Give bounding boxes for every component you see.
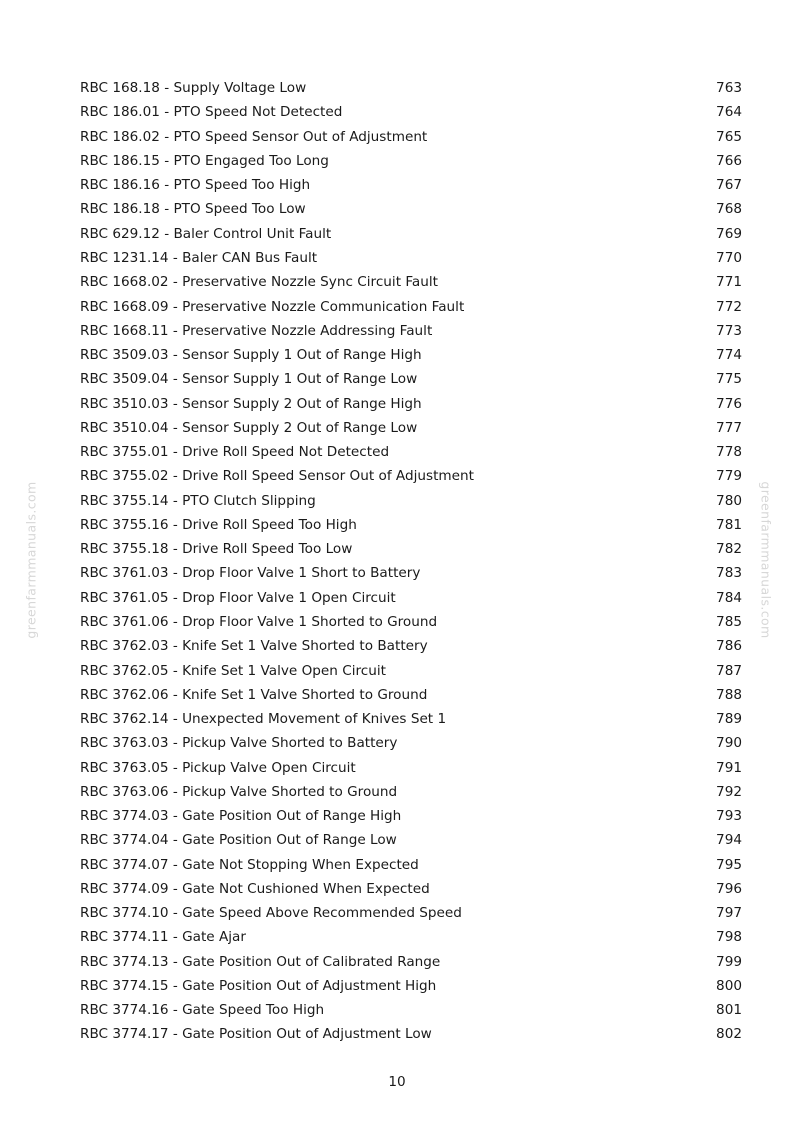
toc-entry-title: RBC 3762.05 - Knife Set 1 Valve Open Circuit [80,662,386,679]
toc-entry-page: 797 [716,905,742,922]
toc-entry-title: RBC 186.16 - PTO Speed Too High [80,177,311,194]
toc-entry-page: 781 [716,516,742,533]
toc-entry[interactable] [80,853,742,877]
toc-entry-title: RBC 3774.07 - Gate Not Stopping When Expected [80,856,419,873]
toc-entry-page: 771 [716,274,742,291]
toc-entry-title: RBC 3755.02 - Drive Roll Speed Sensor Out of Adjustment [80,468,474,485]
toc-entry-title: RBC 3774.04 - Gate Position Out of Range Low [80,832,397,849]
toc-entry-page: 790 [716,735,742,752]
toc-entry[interactable] [80,804,742,828]
toc-entry-title: RBC 629.12 - Baler Control Unit Fault [80,225,332,242]
toc-entry-title: RBC 3755.16 - Drive Roll Speed Too High [80,516,357,533]
toc-entry-title: RBC 3762.06 - Knife Set 1 Valve Shorted to Ground [80,686,428,703]
toc-entry-page: 774 [716,347,742,364]
toc-entry-title: RBC 3761.06 - Drop Floor Valve 1 Shorted to Ground [80,613,438,630]
toc-entry[interactable] [80,925,742,949]
toc-entry-title: RBC 3755.14 - PTO Clutch Slipping [80,492,316,509]
toc-entry-title: RBC 3509.04 - Sensor Supply 1 Out of Range Low [80,371,418,388]
toc-entry-title: RBC 3762.14 - Unexpected Movement of Knives Set 1 [80,711,447,728]
toc-list [80,76,742,1047]
toc-entry[interactable] [80,319,742,343]
toc-entry-page: 795 [716,856,742,873]
toc-entry-title: RBC 3763.05 - Pickup Valve Open Circuit [80,759,356,776]
toc-entry-page: 788 [716,686,742,703]
toc-entry[interactable] [80,998,742,1022]
toc-entry-title: RBC 3755.18 - Drive Roll Speed Too Low [80,541,353,558]
toc-entry-title: RBC 3774.16 - Gate Speed Too High [80,1002,325,1019]
toc-entry-page: 779 [716,468,742,485]
toc-entry-title: RBC 3774.13 - Gate Position Out of Calibrated Range [80,953,441,970]
toc-entry-title: RBC 1668.11 - Preservative Nozzle Addressing Fault [80,322,433,339]
toc-entry-page: 791 [716,759,742,776]
toc-entry-title: RBC 1668.09 - Preservative Nozzle Communication Fault [80,298,465,315]
toc-entry[interactable] [80,974,742,998]
toc-entry-title: RBC 3774.10 - Gate Speed Above Recommended Speed [80,905,462,922]
toc-entry-page: 798 [716,929,742,946]
toc-entry-title: RBC 3509.03 - Sensor Supply 1 Out of Range High [80,347,422,364]
toc-entry[interactable] [80,100,742,124]
toc-entry-page: 764 [716,104,742,121]
toc-entry-page: 786 [716,638,742,655]
toc-entry[interactable] [80,416,742,440]
toc-entry-page: 770 [716,249,742,266]
toc-entry[interactable] [80,707,742,731]
toc-entry-title: RBC 3763.06 - Pickup Valve Shorted to Ground [80,783,398,800]
page-number: 10 [388,1074,406,1090]
toc-entry-title: RBC 3761.03 - Drop Floor Valve 1 Short to Battery [80,565,421,582]
toc-entry[interactable] [80,343,742,367]
toc-entry[interactable] [80,586,742,610]
toc-entry-page: 772 [716,298,742,315]
toc-entry-page: 777 [716,419,742,436]
toc-entry-title: RBC 3762.03 - Knife Set 1 Valve Shorted to Battery [80,638,428,655]
toc-entry[interactable] [80,125,742,149]
toc-entry[interactable] [80,197,742,221]
toc-entry-title: RBC 186.15 - PTO Engaged Too Long [80,152,329,169]
toc-entry[interactable] [80,173,742,197]
toc-entry[interactable] [80,877,742,901]
toc-entry-page: 782 [716,541,742,558]
toc-entry[interactable] [80,683,742,707]
toc-entry[interactable] [80,828,742,852]
toc-entry[interactable] [80,149,742,173]
toc-entry-title: RBC 3774.09 - Gate Not Cushioned When Expected [80,880,430,897]
toc-entry-title: RBC 3774.15 - Gate Position Out of Adjustment High [80,977,437,994]
toc-entry-title: RBC 186.01 - PTO Speed Not Detected [80,104,343,121]
toc-entry-title: RBC 3774.17 - Gate Position Out of Adjustment Low [80,1026,432,1043]
toc-entry[interactable] [80,76,742,100]
toc-entry[interactable] [80,537,742,561]
toc-entry-page: 800 [716,977,742,994]
toc-entry-page: 768 [716,201,742,218]
toc-entry-page: 784 [716,589,742,606]
toc-entry-title: RBC 3755.01 - Drive Roll Speed Not Detected [80,444,390,461]
toc-entry-page: 796 [716,880,742,897]
toc-entry-title: RBC 3510.04 - Sensor Supply 2 Out of Range Low [80,419,418,436]
toc-entry[interactable] [80,780,742,804]
toc-entry-page: 773 [716,322,742,339]
toc-entry[interactable] [80,1022,742,1046]
toc-entry[interactable] [80,901,742,925]
toc-entry-title: RBC 1668.02 - Preservative Nozzle Sync Circuit Fault [80,274,438,291]
toc-entry-page: 789 [716,711,742,728]
toc-entry-page: 769 [716,225,742,242]
toc-entry-title: RBC 3774.03 - Gate Position Out of Range High [80,808,402,825]
toc-entry-page: 766 [716,152,742,169]
toc-entry[interactable] [80,270,742,294]
toc-entry[interactable] [80,755,742,779]
toc-entry[interactable] [80,658,742,682]
toc-entry-title: RBC 3761.05 - Drop Floor Valve 1 Open Circuit [80,589,396,606]
toc-entry-page: 792 [716,783,742,800]
toc-entry-page: 799 [716,953,742,970]
toc-entry-title: RBC 1231.14 - Baler CAN Bus Fault [80,249,318,266]
toc-entry[interactable] [80,391,742,415]
toc-entry[interactable] [80,489,742,513]
toc-entry[interactable] [80,294,742,318]
toc-entry-page: 780 [716,492,742,509]
watermark-right: greenfarmmanuals.com [758,481,774,639]
toc-entry[interactable] [80,464,742,488]
toc-entry-title: RBC 168.18 - Supply Voltage Low [80,80,307,97]
toc-entry-page: 763 [716,80,742,97]
toc-entry[interactable] [80,367,742,391]
toc-entry-title: RBC 186.02 - PTO Speed Sensor Out of Adjustment [80,128,428,145]
toc-entry[interactable] [80,731,742,755]
toc-entry[interactable] [80,222,742,246]
toc-entry-page: 785 [716,613,742,630]
toc-entry-title: RBC 3510.03 - Sensor Supply 2 Out of Range High [80,395,422,412]
toc-entry-page: 783 [716,565,742,582]
toc-entry[interactable] [80,440,742,464]
watermark-left: greenfarmmanuals.com [23,481,39,639]
toc-entry-page: 776 [716,395,742,412]
toc-entry[interactable] [80,561,742,585]
toc-entry-page: 787 [716,662,742,679]
toc-entry-page: 767 [716,177,742,194]
toc-entry-page: 778 [716,444,742,461]
toc-entry-title: RBC 3763.03 - Pickup Valve Shorted to Battery [80,735,398,752]
toc-entry[interactable] [80,246,742,270]
toc-entry-page: 801 [716,1002,742,1019]
toc-entry[interactable] [80,634,742,658]
toc-entry-page: 794 [716,832,742,849]
toc-entry[interactable] [80,513,742,537]
toc-entry-title: RBC 3774.11 - Gate Ajar [80,929,246,946]
toc-entry-title: RBC 186.18 - PTO Speed Too Low [80,201,306,218]
toc-entry[interactable] [80,610,742,634]
toc-entry-page: 765 [716,128,742,145]
toc-entry-page: 793 [716,808,742,825]
toc-entry-page: 775 [716,371,742,388]
toc-entry[interactable] [80,950,742,974]
toc-entry-page: 802 [716,1026,742,1043]
